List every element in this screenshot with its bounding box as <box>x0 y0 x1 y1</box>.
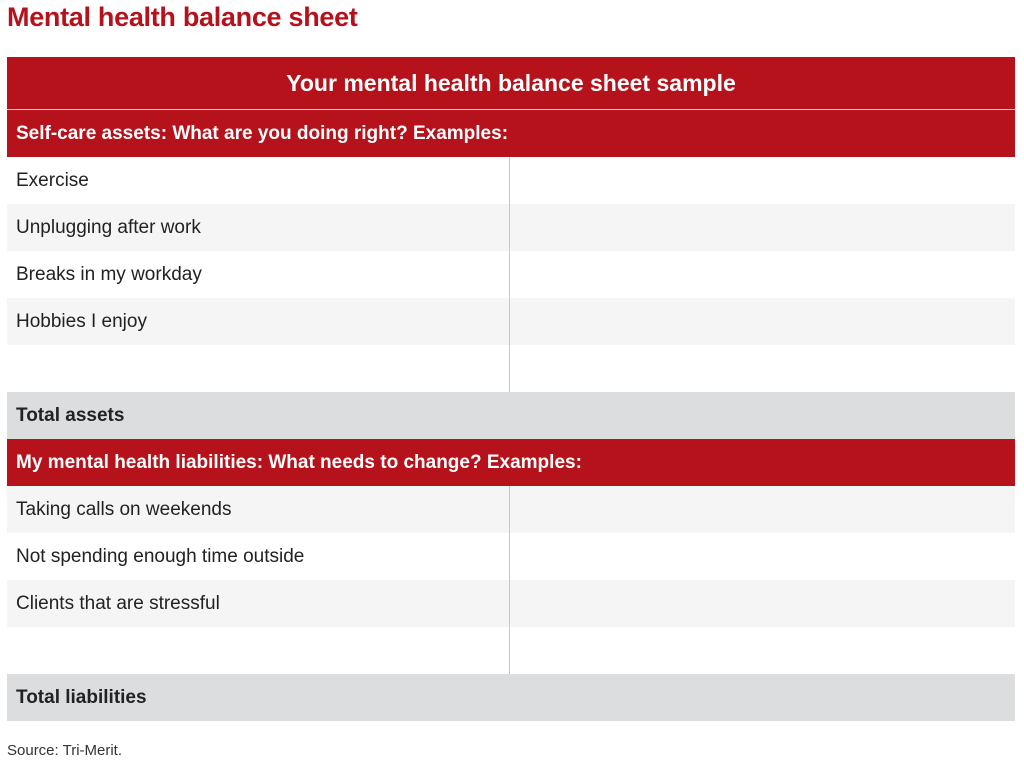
table-row <box>7 486 1015 533</box>
table-row <box>7 533 1015 580</box>
liability-value-cell <box>510 627 1015 674</box>
asset-item: Breaks in my workday <box>7 251 510 298</box>
asset-value-cell <box>510 251 1015 298</box>
liability-item: Taking calls on weekends <box>7 486 510 533</box>
table-row <box>7 157 1015 204</box>
asset-value-cell <box>510 298 1015 345</box>
table-row <box>7 204 1015 251</box>
asset-value-cell <box>510 157 1015 204</box>
liability-item <box>7 627 510 674</box>
liability-value-cell <box>510 486 1015 533</box>
asset-value-cell <box>510 204 1015 251</box>
liability-value-cell <box>510 533 1015 580</box>
asset-value-cell <box>510 345 1015 392</box>
table-banner: Your mental health balance sheet sample <box>7 57 1015 110</box>
assets-section-header: Self-care assets: What are you doing right? Examples: <box>7 110 1015 157</box>
asset-item: Unplugging after work <box>7 204 510 251</box>
table-row <box>7 580 1015 627</box>
liability-value-cell <box>510 580 1015 627</box>
table-row <box>7 627 1015 674</box>
asset-item: Exercise <box>7 157 510 204</box>
liability-item: Clients that are stressful <box>7 580 510 627</box>
table-row <box>7 251 1015 298</box>
table-row <box>7 345 1015 392</box>
page-title: Mental health balance sheet <box>7 2 358 32</box>
asset-item: Hobbies I enjoy <box>7 298 510 345</box>
source-note: Source: Tri-Merit. <box>7 742 123 759</box>
liability-item: Not spending enough time outside <box>7 533 510 580</box>
table-row <box>7 298 1015 345</box>
balance-sheet-table <box>7 57 1015 721</box>
total-assets-row: Total assets <box>7 392 1015 439</box>
asset-item <box>7 345 510 392</box>
total-liabilities-row: Total liabilities <box>7 674 1015 721</box>
liabilities-section-header: My mental health liabilities: What needs to change? Examples: <box>7 439 1015 486</box>
